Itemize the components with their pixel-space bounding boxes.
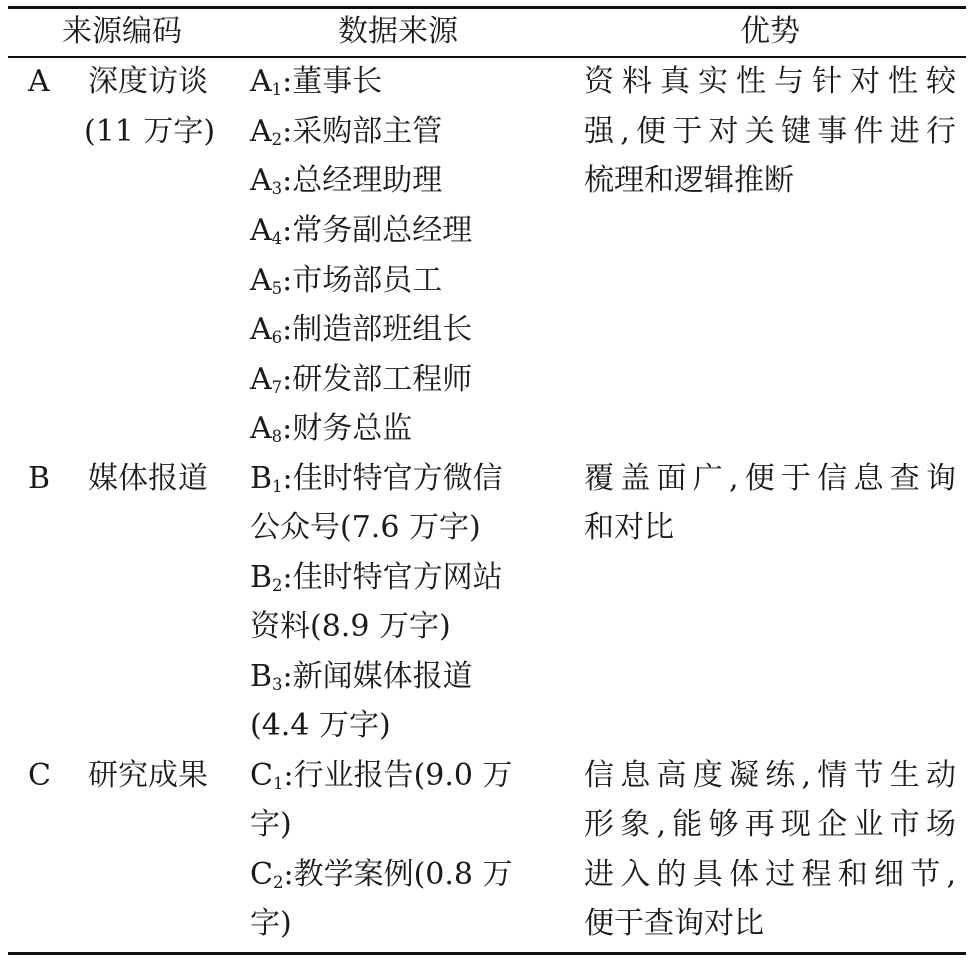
- source-item-continuation: 字): [250, 807, 292, 842]
- table-header-rule: [8, 56, 966, 58]
- source-item: $C_1$:行业报告(9.0 万: [250, 758, 513, 794]
- source-item-continuation: 资料(8.9 万字): [250, 609, 451, 644]
- row-letter: B: [28, 461, 51, 496]
- source-item-continuation: 公众号(7.6 万字): [250, 510, 481, 545]
- advantage-line: 覆盖面广,便于信息查询: [584, 461, 956, 496]
- row-letter: C: [28, 758, 51, 793]
- source-item: $B_3$:新闻媒体报道: [250, 659, 473, 695]
- advantage-line: 进入的具体过程和细节,: [584, 857, 956, 892]
- row-letter: A: [28, 64, 50, 99]
- source-item: $A_7$:研发部工程师: [250, 362, 473, 398]
- table-bottom-rule: [8, 952, 966, 955]
- table-top-rule: [8, 6, 966, 9]
- category-label: 研究成果: [88, 758, 208, 793]
- source-item: $B_1$:佳时特官方微信: [250, 461, 503, 497]
- source-item-continuation: (4.4 万字): [250, 708, 391, 743]
- header-data-source: 数据来源: [338, 14, 458, 49]
- source-item: $A_8$:财务总监: [250, 411, 413, 447]
- source-item: $A_6$:制造部班组长: [250, 312, 473, 348]
- source-item: $A_5$:市场部员工: [250, 263, 443, 299]
- header-source-code: 来源编码: [62, 14, 182, 49]
- advantage-line: 和对比: [584, 510, 674, 545]
- source-item: $A_3$:总经理助理: [250, 163, 443, 199]
- source-item: $B_2$:佳时特官方网站: [250, 560, 503, 596]
- category-label: 深度访谈: [88, 64, 208, 99]
- category-label: 媒体报道: [88, 461, 208, 496]
- source-item: $C_2$:教学案例(0.8 万: [250, 857, 513, 893]
- advantage-line: 信息高度凝练,情节生动: [584, 758, 956, 793]
- source-item-continuation: 字): [250, 906, 292, 941]
- advantage-line: 梳理和逻辑推断: [584, 163, 794, 198]
- source-item: $A_2$:采购部主管: [250, 114, 443, 150]
- advantage-line: 强,便于对关键事件进行: [584, 114, 956, 149]
- source-item: $A_1$:董事长: [250, 64, 383, 100]
- advantage-line: 形象,能够再现企业市场: [584, 807, 956, 842]
- advantage-line: 便于查询对比: [584, 906, 764, 941]
- category-note: (11 万字): [84, 114, 216, 149]
- source-item: $A_4$:常务副总经理: [250, 213, 473, 249]
- advantage-line: 资料真实性与针对性较: [584, 64, 956, 99]
- header-advantage: 优势: [740, 14, 800, 49]
